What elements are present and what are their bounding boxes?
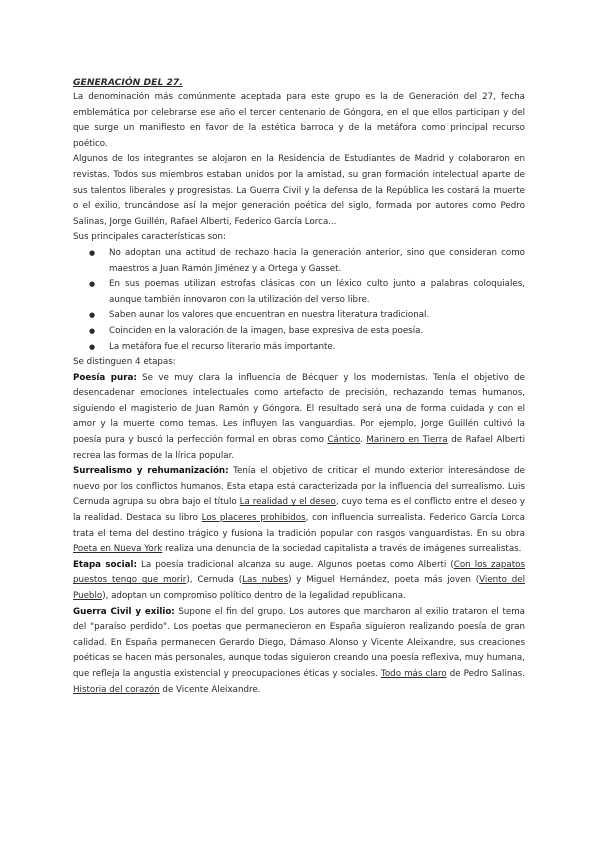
- stage-social: [73, 558, 525, 605]
- characteristics-list: [73, 246, 525, 355]
- stage-label: Poesía pura:: [73, 372, 137, 383]
- stage-text: de Pedro Salinas.: [446, 668, 525, 679]
- stage-text: .: [360, 435, 367, 446]
- list-item: ● No adoptan una actitud de rechazo hacia la generación anterior, sino que consideran como maestros a Juan Ramón Jiménez y a Ortega y Gasset.: [109, 246, 525, 277]
- stage-surrealism: [73, 464, 525, 558]
- stage-text: de Vicente Aleixandre.: [159, 684, 261, 695]
- members-paragraph: Algunos de los integrantes se alojaron en la Residencia de Estudiantes de Madrid y colaboraron en revistas. Todos sus miembros estaban unidos por la amistad, su gran formación intelectual aparte de sus talentos liberales y progresistas. La Guerra Civil y la defensa de la República les costará la muerte o el exilio, truncándose así la mejor generación poética del siglo, formada por autores como Pedro Salinas, Jorge Guillén, Rafael Alberti, Federico García Lorca...: [73, 154, 525, 227]
- stage-label: Surrealismo y rehumanización:: [73, 466, 229, 477]
- stage-civil-war-exile: [73, 605, 525, 699]
- list-item: ● La metáfora fue el recurso literario más importante.: [109, 340, 525, 356]
- work-title: Con los zapatos puestos tengo que morir: [73, 559, 525, 586]
- work-title: Todo más claro: [381, 668, 447, 679]
- work-title: Las nubes: [242, 575, 289, 586]
- document-title: GENERACIÓN DEL 27.: [73, 77, 183, 88]
- work-title: Viento del Pueblo: [73, 575, 525, 601]
- stage-label: Guerra Civil y exilio:: [73, 606, 175, 617]
- stage-text: realiza una denuncia de la sociedad capitalista a través de imágenes surrealistas.: [162, 544, 522, 555]
- stages-intro: Se distinguen 4 etapas:: [73, 357, 176, 368]
- stage-label: Etapa social:: [73, 559, 137, 570]
- work-title: La realidad y el deseo: [239, 497, 336, 508]
- work-title: Marinero en Tierra: [366, 435, 448, 446]
- work-title: Historia del corazón: [73, 684, 160, 695]
- characteristics-intro: Sus principales características son:: [73, 232, 226, 243]
- work-title: Poeta en Nueva York: [73, 544, 163, 555]
- stage-text: La poesía tradicional alcanza su auge. Algunos poetas como Alberti (: [136, 559, 454, 570]
- intro-paragraph: La denominación más comúnmente aceptada para este grupo es la de Generación del 27, fecha emblemática por celebrarse ese año el tercer centenario de Góngora, en el que ellos participan y del que surge un manifiesto en favor de la estética barroca y de la metáfora como principal recurso poético.: [73, 92, 525, 149]
- stage-text: Supone el fin del grupo. Los autores que marcharon al exilio trataron el tema del "paraíso perdido". Los poetas que permanecieron en España siguieron realizando poesía de gran calidad. En España permanecen Gerardo Diego, Dámaso Alonso y Vicente Aleixandre, sus creaciones poéticas se hacen más personales, aunque todas siguieron creando una poesía reflexiva, muy humana, que refleja la angustia existencial y preocupaciones éticas y sociales.: [73, 606, 525, 679]
- list-item: ● Coinciden en la valoración de la imagen, base expresiva de esta poesía.: [109, 324, 525, 340]
- stage-text: de Rafael Alberti recrea las formas de la lírica popular.: [73, 435, 525, 461]
- stage-text: Se ve muy clara la influencia de Bécquer y los modernistas. Tenía el objetivo de desencadenar emociones intelectuales como artefacto de precisión, rechazando temas humanos, siguiendo el magisterio de Juan Ramón y Góngora. El resultado será una de forma cuidada y con el amor y la muerte como temas. Les influyen las vanguardias. Por ejemplo, Jorge Guillén cultivó la poesía pura y buscó la perfección formal en obras como: [73, 372, 525, 446]
- stage-text: , con influencia surrealista. Federico García Lorca trata el tema del destino trágico y fusiona la tradición popular con rasgos vanguardistas. En su obra: [73, 513, 526, 539]
- document-body: [73, 75, 525, 698]
- work-title: Cántico: [327, 435, 361, 446]
- list-item: ● Saben aunar los valores que encuentran en nuestra literatura tradicional.: [109, 308, 525, 324]
- stage-text: ), Cernuda (: [186, 575, 243, 586]
- stage-text: Tenía el objetivo de criticar el mundo exterior interesándose de nuevo por los conflictos humanos. Esta etapa está caracterizada por la influencia del surrealismo. Luis Cernuda agrupa su obra bajo el título: [73, 466, 526, 508]
- stage-text: ), adoptan un compromiso político dentro de la legalidad republicana.: [102, 591, 406, 601]
- stage-text: , cuyo tema es el conflicto entre el deseo y la realidad. Destaca su libro: [73, 497, 525, 524]
- list-item: ● En sus poemas utilizan estrofas clásicas con un léxico culto junto a palabras coloquiales, aunque también innovaron con la utilización del verso libre.: [109, 277, 525, 308]
- stage-text: ) y Miguel Hernández, poeta más joven (: [288, 575, 480, 586]
- work-title: Los placeres prohibidos: [201, 513, 306, 524]
- stage-pure-poetry: [73, 371, 525, 465]
